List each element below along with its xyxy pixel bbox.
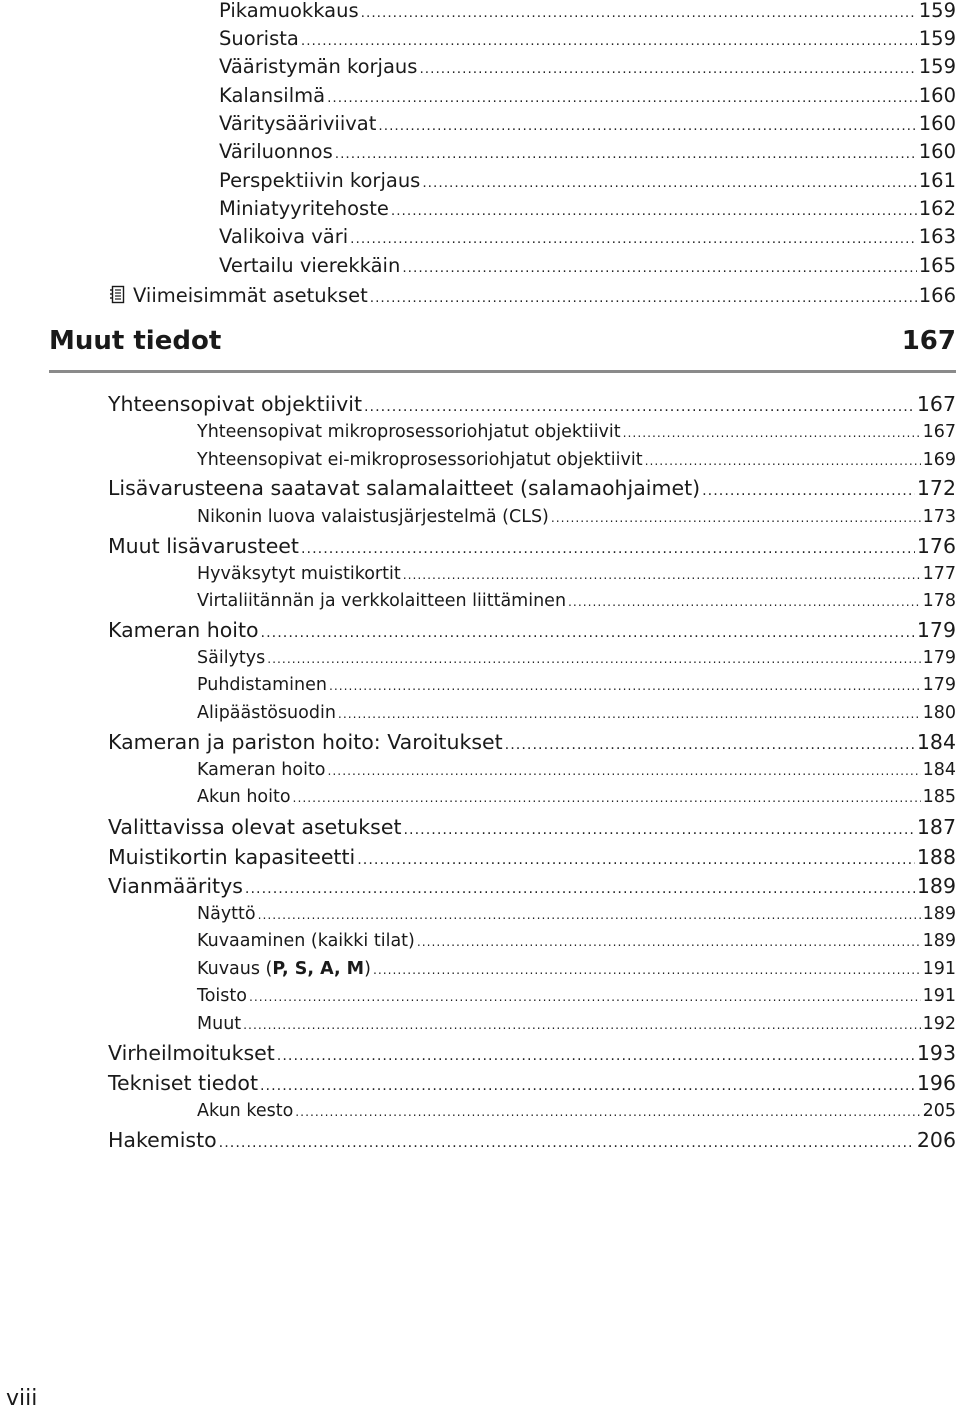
toc-entry[interactable] xyxy=(108,1043,956,1064)
toc-entry[interactable] xyxy=(108,847,956,868)
toc-entry-title: Muut lisävarusteet xyxy=(108,534,299,558)
toc-entry-title: Kameran hoito xyxy=(197,760,326,780)
leader-dots xyxy=(373,964,921,976)
toc-entry-page: 176 xyxy=(916,534,956,558)
leader-dots xyxy=(249,991,921,1003)
leader-dots xyxy=(293,792,921,804)
toc-entry-page: 179 xyxy=(922,648,956,668)
toc-entry[interactable] xyxy=(219,171,956,191)
toc-entry-page: 166 xyxy=(918,284,956,307)
leader-dots xyxy=(623,427,921,439)
toc-entry-title: Näyttö xyxy=(197,904,256,924)
toc-entry[interactable] xyxy=(219,86,956,106)
toc-entry-page: 184 xyxy=(916,730,956,754)
toc-entry[interactable] xyxy=(219,57,956,77)
leader-dots xyxy=(329,680,921,692)
leader-dots xyxy=(301,542,915,556)
toc-entry-page: 172 xyxy=(916,476,956,500)
leader-dots xyxy=(335,148,917,162)
toc-entry-page: 177 xyxy=(922,564,956,584)
toc-subentry[interactable] xyxy=(197,452,956,470)
toc-entry-title: Yhteensopivat mikroprosessoriohjatut objektiivit xyxy=(197,422,621,442)
toc-entry-title: Suorista xyxy=(219,27,299,50)
toc-subentry[interactable] xyxy=(197,1103,956,1121)
toc-entry-title: Puhdistaminen xyxy=(197,675,327,695)
toc-entry-title: Lisävarusteena saatavat salamalaitteet (salamaohjaimet) xyxy=(108,476,701,500)
toc-entry-page: 191 xyxy=(922,986,956,1006)
toc-entry-page: 161 xyxy=(918,169,956,192)
toc-entry-page: 173 xyxy=(922,507,956,527)
toc-entry-title: Muut xyxy=(197,1014,242,1034)
toc-entry[interactable] xyxy=(219,114,956,134)
toc-entry-page: 206 xyxy=(916,1128,956,1152)
toc-entry-page: 188 xyxy=(916,845,956,869)
toc-entry-title: Virheilmoitukset xyxy=(108,1041,275,1065)
toc-entry-title: Valikoiva väri xyxy=(219,225,349,248)
toc-entry-title: Valittavissa olevat asetukset xyxy=(108,815,402,839)
toc-entry-title: Pikamuokkaus xyxy=(219,0,359,22)
toc-entry-title: Akun kesto xyxy=(197,1101,294,1121)
recent-settings-icon xyxy=(109,285,125,305)
title-suffix: ) xyxy=(364,959,371,979)
toc-entry-page: 196 xyxy=(916,1071,956,1095)
toc-entry-page: 179 xyxy=(916,618,956,642)
toc-entry-title: Kuvaaminen (kaikki tilat) xyxy=(197,931,415,951)
toc-entry[interactable] xyxy=(108,1073,956,1094)
leader-dots xyxy=(370,292,917,306)
toc-entry-title: Miniatyyritehoste xyxy=(219,197,389,220)
leader-dots xyxy=(277,1049,915,1063)
leader-dots xyxy=(505,738,915,752)
toc-entry-title: Vääristymän korjaus xyxy=(219,55,418,78)
toc-subentry[interactable] xyxy=(197,933,956,951)
toc-subentry[interactable] xyxy=(197,1016,956,1034)
toc-entry[interactable] xyxy=(108,817,956,838)
toc-entry[interactable] xyxy=(108,536,956,557)
toc-subentry[interactable] xyxy=(197,509,956,527)
leader-dots xyxy=(350,233,917,247)
toc-entry[interactable] xyxy=(108,478,956,499)
toc-entry-page: 189 xyxy=(916,874,956,898)
toc-entry-title: Hakemisto xyxy=(108,1128,217,1152)
toc-entry-title: Kameran ja pariston hoito: Varoitukset xyxy=(108,730,503,754)
toc-entry-title: Viimeisimmät asetukset xyxy=(133,284,368,307)
toc-entry-page: 165 xyxy=(918,254,956,277)
toc-entry-page: 178 xyxy=(922,591,956,611)
toc-entry[interactable] xyxy=(219,199,956,219)
toc-entry-page: 187 xyxy=(916,815,956,839)
toc-subentry[interactable] xyxy=(197,424,956,442)
toc-entry-title: Nikonin luova valaistusjärjestelmä (CLS) xyxy=(197,507,549,527)
leader-dots xyxy=(243,1019,920,1031)
leader-dots xyxy=(403,569,921,581)
toc-entry-page: 193 xyxy=(916,1041,956,1065)
leader-dots xyxy=(267,653,920,665)
toc-entry[interactable] xyxy=(108,1130,956,1151)
leader-dots xyxy=(219,1136,915,1150)
toc-entry-title: Tekniset tiedot xyxy=(108,1071,258,1095)
leader-dots xyxy=(361,7,917,21)
leader-dots xyxy=(702,484,915,498)
leader-dots xyxy=(402,262,916,276)
leader-dots xyxy=(245,882,915,896)
toc-entry-page: 167 xyxy=(916,392,956,416)
toc-subentry[interactable] xyxy=(197,789,956,807)
toc-entry[interactable] xyxy=(219,29,956,49)
leader-dots xyxy=(338,708,921,720)
toc-entry-page: 179 xyxy=(922,675,956,695)
toc-entry[interactable] xyxy=(108,876,956,897)
toc-subentry[interactable] xyxy=(197,961,956,979)
toc-subentry[interactable] xyxy=(197,988,956,1006)
leader-dots xyxy=(261,626,915,640)
section-title: Muut tiedot xyxy=(49,326,222,356)
toc-entry-title: Yhteensopivat objektiivit xyxy=(108,392,362,416)
leader-dots xyxy=(378,120,916,134)
toc-entry-title: Alipäästösuodin xyxy=(197,703,336,723)
toc-entry-title: Vianmääritys xyxy=(108,874,243,898)
leader-dots xyxy=(295,1106,920,1118)
toc-entry-page: 162 xyxy=(918,197,956,220)
toc-subentry[interactable] xyxy=(197,677,956,695)
leader-dots xyxy=(258,909,921,921)
toc-entry-title: Muistikortin kapasiteetti xyxy=(108,845,356,869)
toc-entry-page: 180 xyxy=(922,703,956,723)
leader-dots xyxy=(357,853,915,867)
title-prefix: Kuvaus ( xyxy=(197,959,273,979)
toc-entry-page: 185 xyxy=(922,787,956,807)
leader-dots xyxy=(327,92,917,106)
section-divider xyxy=(49,370,956,373)
toc-entry-title: Vertailu vierekkäin xyxy=(219,254,401,277)
toc-entry[interactable] xyxy=(108,620,956,641)
toc-entry-title: Hyväksytyt muistikortit xyxy=(197,564,401,584)
toc-entry-page: 160 xyxy=(918,84,956,107)
leader-dots xyxy=(422,177,916,191)
toc-subentry[interactable] xyxy=(197,593,956,611)
toc-entry-recent-settings[interactable] xyxy=(109,285,956,306)
toc-entry-title: Kalansilmä xyxy=(219,84,326,107)
leader-dots xyxy=(645,455,921,467)
toc-entry-title xyxy=(197,961,371,979)
toc-entry-page: 160 xyxy=(918,112,956,135)
leader-dots xyxy=(391,205,917,219)
leader-dots xyxy=(551,512,921,524)
toc-entry-page: 160 xyxy=(918,140,956,163)
toc-entry-page: 192 xyxy=(922,1014,956,1034)
section-page: 167 xyxy=(901,326,956,356)
toc-entry-title: Akun hoito xyxy=(197,787,291,807)
toc-entry-title: Väritysääriviivat xyxy=(219,112,377,135)
toc-entry-page: 189 xyxy=(922,931,956,951)
toc-entry-title: Väriluonnos xyxy=(219,140,333,163)
leader-dots xyxy=(403,823,914,837)
toc-entry-page: 184 xyxy=(922,760,956,780)
toc-entry[interactable] xyxy=(219,1,956,21)
toc-subentry[interactable] xyxy=(197,566,956,584)
toc-entry-title: Perspektiivin korjaus xyxy=(219,169,421,192)
leader-dots xyxy=(301,35,917,49)
toc-subentry[interactable] xyxy=(197,705,956,723)
mode-letters: P, S, A, M xyxy=(272,959,365,979)
toc-entry-page: 191 xyxy=(922,959,956,979)
toc-entry-page: 169 xyxy=(922,450,956,470)
toc-entry[interactable] xyxy=(108,732,956,753)
toc-entry-title: Virtaliitännän ja verkkolaitteen liittäminen xyxy=(197,591,567,611)
leader-dots xyxy=(419,63,916,77)
toc-subentry[interactable] xyxy=(197,650,956,668)
toc-entry[interactable] xyxy=(108,394,956,415)
toc-entry[interactable] xyxy=(219,227,956,247)
toc-entry[interactable] xyxy=(219,256,956,276)
toc-entry-title: Toisto xyxy=(197,986,247,1006)
toc-subentry[interactable] xyxy=(197,762,956,780)
toc-entry-page: 163 xyxy=(918,225,956,248)
toc-entry-page: 159 xyxy=(918,0,956,22)
section-heading[interactable] xyxy=(49,326,956,356)
toc-entry-page: 167 xyxy=(922,422,956,442)
toc-entry-title: Yhteensopivat ei-mikroprosessoriohjatut objektiivit xyxy=(197,450,643,470)
toc-entry[interactable] xyxy=(219,142,956,162)
leader-dots xyxy=(568,596,921,608)
toc-entry-page: 159 xyxy=(918,55,956,78)
toc-entry-title: Säilytys xyxy=(197,648,266,668)
leader-dots xyxy=(364,400,915,414)
toc-entry-title: Kameran hoito xyxy=(108,618,259,642)
toc-entry-page: 205 xyxy=(922,1101,956,1121)
toc-entry-page: 159 xyxy=(918,27,956,50)
leader-dots xyxy=(260,1079,915,1093)
leader-dots xyxy=(417,936,921,948)
page-number: viii xyxy=(6,1386,38,1411)
leader-dots xyxy=(328,765,921,777)
toc-entry-page: 189 xyxy=(922,904,956,924)
toc-subentry[interactable] xyxy=(197,906,956,924)
